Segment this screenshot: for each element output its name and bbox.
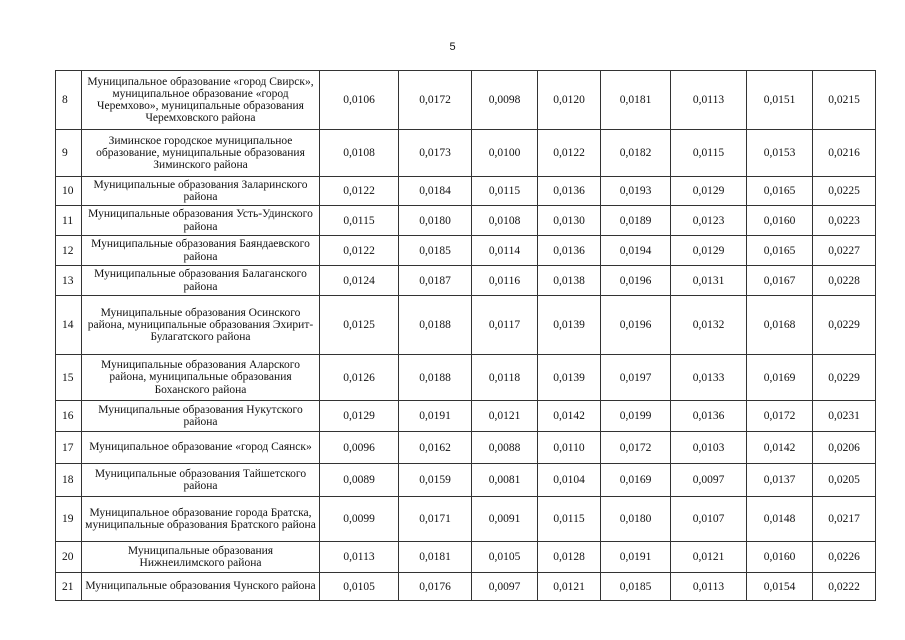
coefficient-cell: 0,0114 (472, 236, 538, 266)
coefficient-cell: 0,0116 (472, 266, 538, 296)
coefficient-cell: 0,0169 (601, 464, 671, 497)
table-row (56, 206, 876, 236)
table-row (56, 355, 876, 401)
coefficient-cell: 0,0108 (472, 206, 538, 236)
coefficient-cell: 0,0181 (601, 71, 671, 130)
coefficient-cell: 0,0081 (472, 464, 538, 497)
coefficient-cell: 0,0108 (320, 130, 399, 177)
coefficient-cell: 0,0113 (320, 542, 399, 573)
coefficient-cell: 0,0115 (472, 177, 538, 206)
coefficient-cell: 0,0185 (601, 573, 671, 601)
table-row (56, 266, 876, 296)
coefficient-cell: 0,0121 (472, 401, 538, 432)
coefficient-cell: 0,0228 (813, 266, 876, 296)
coefficient-cell: 0,0121 (671, 542, 747, 573)
municipality-name: Муниципальные образования Балаганского района (82, 266, 320, 296)
coefficient-cell: 0,0139 (538, 355, 601, 401)
municipality-name: Муниципальные образования Усть-Удинского района (82, 206, 320, 236)
coefficient-cell: 0,0171 (399, 497, 472, 542)
coefficient-cell: 0,0088 (472, 432, 538, 464)
coefficient-cell: 0,0115 (538, 497, 601, 542)
table-row (56, 130, 876, 177)
coefficient-cell: 0,0113 (671, 573, 747, 601)
coefficient-cell: 0,0160 (747, 542, 813, 573)
coefficient-cell: 0,0133 (671, 355, 747, 401)
municipality-name: Муниципальные образования Аларского района, муниципальные образования Боханского района (82, 355, 320, 401)
coefficient-cell: 0,0162 (399, 432, 472, 464)
coefficient-cell: 0,0197 (601, 355, 671, 401)
coefficient-cell: 0,0185 (399, 236, 472, 266)
coefficient-cell: 0,0118 (472, 355, 538, 401)
coefficient-cell: 0,0131 (671, 266, 747, 296)
coefficient-cell: 0,0104 (538, 464, 601, 497)
table-body (56, 71, 876, 601)
coefficient-cell: 0,0122 (320, 177, 399, 206)
coefficient-cell: 0,0160 (747, 206, 813, 236)
coefficient-cell: 0,0128 (538, 542, 601, 573)
coefficient-cell: 0,0105 (472, 542, 538, 573)
coefficient-cell: 0,0223 (813, 206, 876, 236)
coefficients-table (55, 70, 876, 601)
coefficient-cell: 0,0110 (538, 432, 601, 464)
coefficient-cell: 0,0165 (747, 236, 813, 266)
coefficient-cell: 0,0227 (813, 236, 876, 266)
coefficient-cell: 0,0176 (399, 573, 472, 601)
coefficient-cell: 0,0124 (320, 266, 399, 296)
coefficient-cell: 0,0172 (747, 401, 813, 432)
coefficient-cell: 0,0199 (601, 401, 671, 432)
municipality-name: Муниципальные образования Тайшетского района (82, 464, 320, 497)
coefficient-cell: 0,0107 (671, 497, 747, 542)
row-number: 17 (56, 432, 82, 464)
coefficient-cell: 0,0105 (320, 573, 399, 601)
row-number: 16 (56, 401, 82, 432)
coefficient-cell: 0,0180 (399, 206, 472, 236)
coefficient-cell: 0,0137 (747, 464, 813, 497)
row-number: 13 (56, 266, 82, 296)
table-row (56, 464, 876, 497)
coefficient-cell: 0,0165 (747, 177, 813, 206)
municipality-name: Муниципальные образования Нукутского района (82, 401, 320, 432)
coefficient-cell: 0,0169 (747, 355, 813, 401)
municipality-name: Муниципальные образования Осинского района, муниципальные образования Эхирит-Булагатского района (82, 296, 320, 355)
table-row (56, 236, 876, 266)
coefficient-cell: 0,0091 (472, 497, 538, 542)
coefficient-cell: 0,0229 (813, 296, 876, 355)
row-number: 11 (56, 206, 82, 236)
coefficient-cell: 0,0225 (813, 177, 876, 206)
coefficient-cell: 0,0103 (671, 432, 747, 464)
table-row (56, 71, 876, 130)
coefficient-cell: 0,0173 (399, 130, 472, 177)
coefficient-cell: 0,0130 (538, 206, 601, 236)
coefficient-cell: 0,0136 (538, 177, 601, 206)
coefficient-cell: 0,0181 (399, 542, 472, 573)
municipality-name: Муниципальное образование «город Саянск» (82, 432, 320, 464)
coefficient-cell: 0,0222 (813, 573, 876, 601)
coefficient-cell: 0,0206 (813, 432, 876, 464)
coefficient-cell: 0,0188 (399, 355, 472, 401)
coefficient-cell: 0,0196 (601, 266, 671, 296)
table-row (56, 497, 876, 542)
row-number: 8 (56, 71, 82, 130)
coefficient-cell: 0,0142 (747, 432, 813, 464)
municipality-name: Зиминское городское муниципальное образование, муниципальные образования Зиминского района (82, 130, 320, 177)
municipality-name: Муниципальное образование города Братска, муниципальные образования Братского района (82, 497, 320, 542)
coefficient-cell: 0,0189 (601, 206, 671, 236)
coefficient-cell: 0,0129 (320, 401, 399, 432)
row-number: 20 (56, 542, 82, 573)
page-number: 5 (449, 41, 456, 53)
coefficient-cell: 0,0089 (320, 464, 399, 497)
municipality-name: Муниципальные образования Чунского района (82, 573, 320, 601)
coefficient-cell: 0,0172 (399, 71, 472, 130)
coefficient-cell: 0,0216 (813, 130, 876, 177)
coefficient-cell: 0,0205 (813, 464, 876, 497)
row-number: 21 (56, 573, 82, 601)
coefficient-cell: 0,0138 (538, 266, 601, 296)
coefficient-cell: 0,0231 (813, 401, 876, 432)
row-number: 9 (56, 130, 82, 177)
coefficient-cell: 0,0151 (747, 71, 813, 130)
table-row (56, 542, 876, 573)
coefficient-cell: 0,0139 (538, 296, 601, 355)
row-number: 12 (56, 236, 82, 266)
coefficient-cell: 0,0129 (671, 177, 747, 206)
table-row (56, 401, 876, 432)
coefficient-cell: 0,0191 (399, 401, 472, 432)
coefficient-cell: 0,0167 (747, 266, 813, 296)
coefficient-cell: 0,0115 (671, 130, 747, 177)
coefficient-cell: 0,0191 (601, 542, 671, 573)
coefficient-cell: 0,0148 (747, 497, 813, 542)
table-row (56, 573, 876, 601)
coefficient-cell: 0,0099 (320, 497, 399, 542)
table-row (56, 177, 876, 206)
coefficient-cell: 0,0142 (538, 401, 601, 432)
coefficient-cell: 0,0136 (538, 236, 601, 266)
coefficient-cell: 0,0115 (320, 206, 399, 236)
coefficient-cell: 0,0217 (813, 497, 876, 542)
coefficient-cell: 0,0132 (671, 296, 747, 355)
coefficient-cell: 0,0106 (320, 71, 399, 130)
coefficient-cell: 0,0194 (601, 236, 671, 266)
coefficient-cell: 0,0159 (399, 464, 472, 497)
coefficient-cell: 0,0122 (320, 236, 399, 266)
coefficient-cell: 0,0125 (320, 296, 399, 355)
coefficient-cell: 0,0172 (601, 432, 671, 464)
coefficient-cell: 0,0120 (538, 71, 601, 130)
coefficient-cell: 0,0188 (399, 296, 472, 355)
row-number: 19 (56, 497, 82, 542)
coefficient-cell: 0,0100 (472, 130, 538, 177)
coefficient-cell: 0,0121 (538, 573, 601, 601)
municipality-name: Муниципальные образования Нижнеилимского района (82, 542, 320, 573)
coefficient-cell: 0,0122 (538, 130, 601, 177)
coefficient-cell: 0,0123 (671, 206, 747, 236)
row-number: 15 (56, 355, 82, 401)
coefficient-cell: 0,0153 (747, 130, 813, 177)
row-number: 10 (56, 177, 82, 206)
coefficient-cell: 0,0154 (747, 573, 813, 601)
coefficient-cell: 0,0180 (601, 497, 671, 542)
coefficient-cell: 0,0136 (671, 401, 747, 432)
coefficient-cell: 0,0193 (601, 177, 671, 206)
coefficient-cell: 0,0168 (747, 296, 813, 355)
municipality-name: Муниципальные образования Баяндаевского района (82, 236, 320, 266)
coefficient-cell: 0,0113 (671, 71, 747, 130)
coefficient-cell: 0,0097 (671, 464, 747, 497)
coefficient-cell: 0,0096 (320, 432, 399, 464)
coefficient-cell: 0,0098 (472, 71, 538, 130)
municipality-name: Муниципальные образования Заларинского района (82, 177, 320, 206)
coefficient-cell: 0,0187 (399, 266, 472, 296)
coefficient-cell: 0,0229 (813, 355, 876, 401)
municipality-name: Муниципальное образование «город Свирск», муниципальное образование «город Черемхово», муниципальные образования Черемховского района (82, 71, 320, 130)
coefficient-cell: 0,0184 (399, 177, 472, 206)
row-number: 18 (56, 464, 82, 497)
table-row (56, 296, 876, 355)
row-number: 14 (56, 296, 82, 355)
coefficient-cell: 0,0126 (320, 355, 399, 401)
coefficient-cell: 0,0117 (472, 296, 538, 355)
coefficient-cell: 0,0129 (671, 236, 747, 266)
coefficient-cell: 0,0215 (813, 71, 876, 130)
coefficient-cell: 0,0182 (601, 130, 671, 177)
table-row (56, 432, 876, 464)
coefficient-cell: 0,0097 (472, 573, 538, 601)
coefficient-cell: 0,0196 (601, 296, 671, 355)
coefficient-cell: 0,0226 (813, 542, 876, 573)
